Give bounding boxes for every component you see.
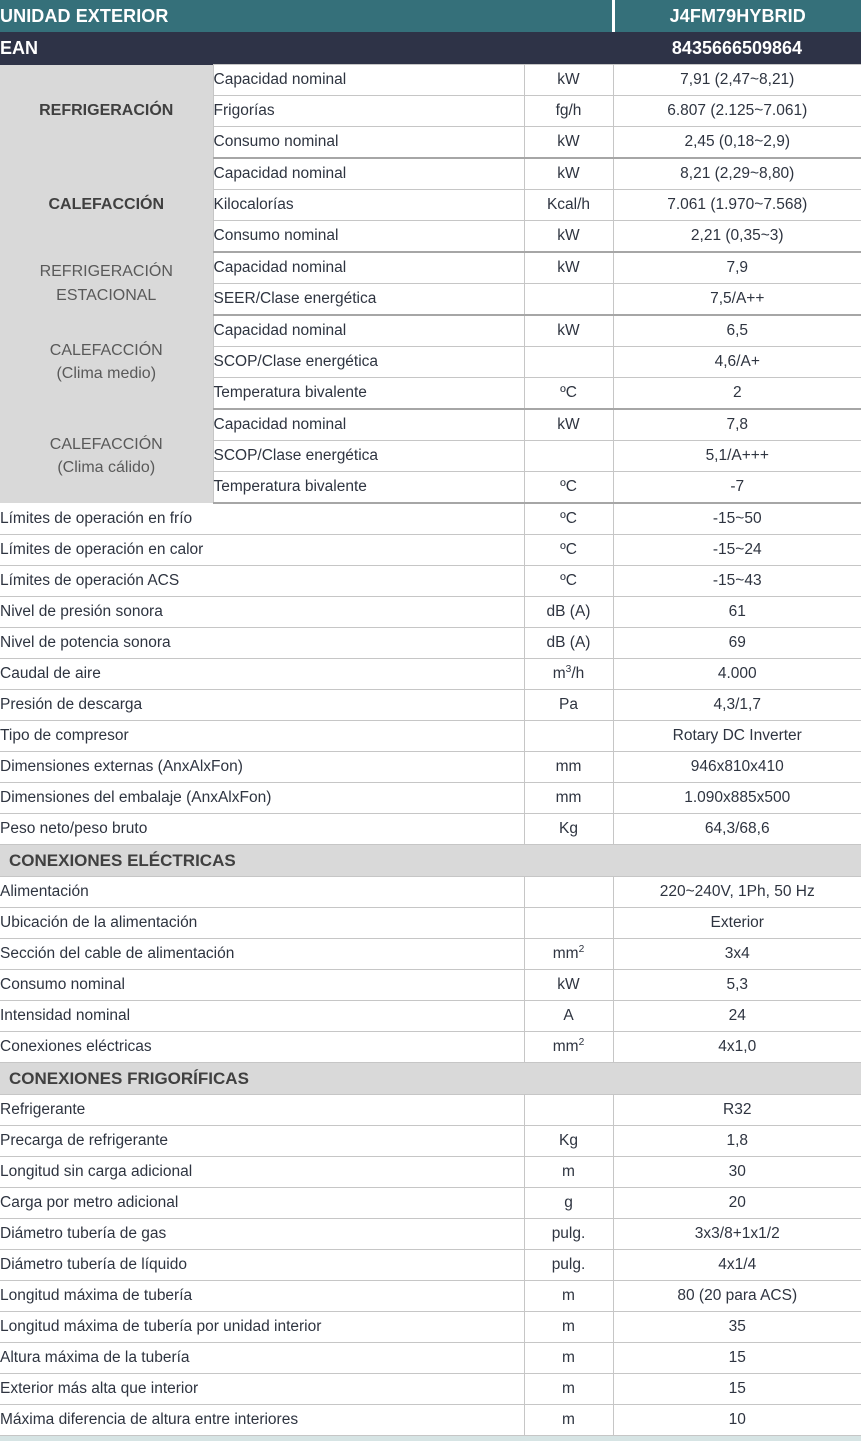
table-row [0, 315, 861, 347]
row-label: Consumo nominal [213, 127, 524, 159]
row-label: Carga por metro adicional [0, 1188, 524, 1219]
row-value: 64,3/68,6 [613, 814, 861, 845]
row-unit: m [524, 1157, 613, 1188]
table-row [0, 783, 861, 814]
unit-tail: /h [571, 665, 585, 683]
row-unit: m [524, 1374, 613, 1405]
row-unit: Pa [524, 690, 613, 721]
table-row [0, 503, 861, 535]
table-row [0, 1032, 861, 1063]
row-unit: mm [524, 783, 613, 814]
row-label: Consumo nominal [213, 221, 524, 253]
row-label: Temperatura bivalente [213, 378, 524, 410]
table-row [0, 409, 861, 441]
table-row [0, 1343, 861, 1374]
row-unit: m [524, 1405, 613, 1436]
row-unit: ºC [524, 566, 613, 597]
ean-label: EAN [0, 32, 613, 65]
row-value: 10 [613, 1405, 861, 1436]
row-unit: Kcal/h [524, 190, 613, 221]
row-label: Conexiones eléctricas [0, 1032, 524, 1063]
table-row [0, 1250, 861, 1281]
row-label: Límites de operación en frío [0, 503, 524, 535]
row-label: Dimensiones externas (AnxAlxFon) [0, 752, 524, 783]
row-unit: dB (A) [524, 628, 613, 659]
row-value: 4,3/1,7 [613, 690, 861, 721]
table-bottom-rule [0, 1436, 861, 1441]
table-row [0, 1188, 861, 1219]
section-title: CONEXIONES FRIGORÍFICAS [0, 1063, 861, 1095]
row-label: Límites de operación en calor [0, 535, 524, 566]
row-value: 80 (20 para ACS) [613, 1281, 861, 1312]
row-value: 5,1/A+++ [613, 441, 861, 472]
table-row [0, 252, 861, 284]
row-value: 946x810x410 [613, 752, 861, 783]
row-label: SCOP/Clase energética [213, 347, 524, 378]
row-value: Rotary DC Inverter [613, 721, 861, 752]
row-label: Diámetro tubería de gas [0, 1219, 524, 1250]
table-row [0, 1219, 861, 1250]
row-value: -15~43 [613, 566, 861, 597]
row-label: Caudal de aire [0, 659, 524, 690]
row-label: Exterior más alta que interior [0, 1374, 524, 1405]
row-unit [524, 284, 613, 316]
table-row [0, 1312, 861, 1343]
unit-base: m [552, 665, 566, 683]
category-line-1: CALEFACCIÓN [49, 341, 163, 359]
row-label: Alimentación [0, 877, 524, 908]
row-unit: A [524, 1001, 613, 1032]
row-value: 4x1,0 [613, 1032, 861, 1063]
row-value: 220~240V, 1Ph, 50 Hz [613, 877, 861, 908]
row-label: Máxima diferencia de altura entre interiores [0, 1405, 524, 1436]
row-label: Temperatura bivalente [213, 472, 524, 504]
row-unit [524, 347, 613, 378]
row-value: 35 [613, 1312, 861, 1343]
row-value: 15 [613, 1343, 861, 1374]
category-refrigeracion-estacional [0, 252, 213, 315]
table-row [0, 939, 861, 970]
category-line-2: ESTACIONAL [56, 286, 157, 304]
unit-base: mm [552, 945, 579, 963]
row-value: 24 [613, 1001, 861, 1032]
table-row [0, 1126, 861, 1157]
row-unit: kW [524, 409, 613, 441]
row-label: Longitud máxima de tubería por unidad interior [0, 1312, 524, 1343]
row-label: Kilocalorías [213, 190, 524, 221]
row-unit: kW [524, 158, 613, 190]
row-value: 69 [613, 628, 861, 659]
row-unit: Kg [524, 1126, 613, 1157]
table-row [0, 1095, 861, 1126]
row-value: 7,5/A++ [613, 284, 861, 316]
row-value: 30 [613, 1157, 861, 1188]
category-refrigeracion: REFRIGERACIÓN [0, 65, 213, 159]
row-unit: Kg [524, 814, 613, 845]
row-unit [524, 441, 613, 472]
row-value: 1.090x885x500 [613, 783, 861, 814]
row-label: Frigorías [213, 96, 524, 127]
row-value: 7,8 [613, 409, 861, 441]
table-row [0, 690, 861, 721]
row-value: 15 [613, 1374, 861, 1405]
table-row [0, 566, 861, 597]
row-value: 7.061 (1.970~7.568) [613, 190, 861, 221]
table-row [0, 1157, 861, 1188]
row-unit: m [524, 1281, 613, 1312]
row-value: 4.000 [613, 659, 861, 690]
row-unit: pulg. [524, 1219, 613, 1250]
row-unit: kW [524, 252, 613, 284]
row-label: Longitud sin carga adicional [0, 1157, 524, 1188]
table-row [0, 814, 861, 845]
table-row [0, 628, 861, 659]
row-unit: kW [524, 970, 613, 1001]
row-label: Nivel de potencia sonora [0, 628, 524, 659]
title-row [0, 0, 861, 32]
row-value: 6,5 [613, 315, 861, 347]
table-row [0, 721, 861, 752]
row-unit: m [524, 1343, 613, 1374]
row-unit: mm [524, 752, 613, 783]
row-unit: dB (A) [524, 597, 613, 628]
row-unit [524, 908, 613, 939]
table-row [0, 659, 861, 690]
table-row [0, 65, 861, 96]
category-calefaccion: CALEFACCIÓN [0, 158, 213, 252]
row-label: SEER/Clase energética [213, 284, 524, 316]
row-unit: ºC [524, 535, 613, 566]
table-row [0, 1405, 861, 1436]
row-label: Peso neto/peso bruto [0, 814, 524, 845]
row-unit [524, 659, 613, 690]
row-value: 4,6/A+ [613, 347, 861, 378]
table-row [0, 908, 861, 939]
row-label: Presión de descarga [0, 690, 524, 721]
row-value: 3x4 [613, 939, 861, 970]
ean-value: 8435666509864 [613, 32, 861, 65]
row-label: Diámetro tubería de líquido [0, 1250, 524, 1281]
row-unit: g [524, 1188, 613, 1219]
table-row [0, 1001, 861, 1032]
category-calefaccion-clima-calido [0, 409, 213, 503]
row-unit: kW [524, 65, 613, 96]
row-value: R32 [613, 1095, 861, 1126]
row-label: Sección del cable de alimentación [0, 939, 524, 970]
section-title: CONEXIONES ELÉCTRICAS [0, 845, 861, 877]
row-value: 5,3 [613, 970, 861, 1001]
row-label: Capacidad nominal [213, 158, 524, 190]
row-unit: kW [524, 221, 613, 253]
row-value: -15~50 [613, 503, 861, 535]
table-row [0, 1281, 861, 1312]
row-unit [524, 1032, 613, 1063]
row-value: 6.807 (2.125~7.061) [613, 96, 861, 127]
row-value: 4x1/4 [613, 1250, 861, 1281]
category-line-1: REFRIGERACIÓN [39, 263, 173, 281]
row-label: Capacidad nominal [213, 252, 524, 284]
row-unit: ºC [524, 378, 613, 410]
table-row [0, 535, 861, 566]
row-unit: kW [524, 127, 613, 159]
row-value: 2 [613, 378, 861, 410]
table-row [0, 158, 861, 190]
row-unit: fg/h [524, 96, 613, 127]
table-row [0, 597, 861, 628]
row-label: Tipo de compresor [0, 721, 524, 752]
table-row [0, 877, 861, 908]
row-unit: kW [524, 315, 613, 347]
row-unit [524, 877, 613, 908]
row-unit [524, 1095, 613, 1126]
row-label: Consumo nominal [0, 970, 524, 1001]
row-label: Capacidad nominal [213, 65, 524, 96]
category-line-1: CALEFACCIÓN [49, 435, 163, 453]
row-unit: ºC [524, 503, 613, 535]
unit-type-label: UNIDAD EXTERIOR [0, 0, 613, 32]
row-value: 61 [613, 597, 861, 628]
unit-exponent: 3 [565, 663, 572, 675]
ean-row [0, 32, 861, 65]
section-header-electrical [0, 845, 861, 877]
row-label: Intensidad nominal [0, 1001, 524, 1032]
row-value: 3x3/8+1x1/2 [613, 1219, 861, 1250]
unit-exponent: 2 [578, 943, 585, 955]
row-value: 7,9 [613, 252, 861, 284]
row-label: Precarga de refrigerante [0, 1126, 524, 1157]
row-label: Altura máxima de la tubería [0, 1343, 524, 1374]
row-label: Capacidad nominal [213, 315, 524, 347]
row-value: 20 [613, 1188, 861, 1219]
row-label: SCOP/Clase energética [213, 441, 524, 472]
row-value: 2,21 (0,35~3) [613, 221, 861, 253]
row-unit [524, 721, 613, 752]
row-unit: ºC [524, 472, 613, 504]
row-unit: pulg. [524, 1250, 613, 1281]
row-value: 2,45 (0,18~2,9) [613, 127, 861, 159]
table-row [0, 752, 861, 783]
model-name: J4FM79HYBRID [613, 0, 861, 32]
category-line-2: (Clima cálido) [57, 459, 156, 476]
row-label: Límites de operación ACS [0, 566, 524, 597]
row-label: Longitud máxima de tubería [0, 1281, 524, 1312]
row-value: 8,21 (2,29~8,80) [613, 158, 861, 190]
row-unit [524, 939, 613, 970]
section-header-refrigerant [0, 1063, 861, 1095]
row-value: -7 [613, 472, 861, 504]
row-label: Nivel de presión sonora [0, 597, 524, 628]
unit-exponent: 2 [578, 1036, 585, 1048]
row-value: 7,91 (2,47~8,21) [613, 65, 861, 96]
row-unit: m [524, 1312, 613, 1343]
row-value: -15~24 [613, 535, 861, 566]
unit-base: mm [552, 1038, 579, 1056]
row-value: 1,8 [613, 1126, 861, 1157]
category-line-2: (Clima medio) [56, 365, 157, 382]
row-label: Ubicación de la alimentación [0, 908, 524, 939]
row-value: Exterior [613, 908, 861, 939]
row-label: Capacidad nominal [213, 409, 524, 441]
table-row [0, 970, 861, 1001]
row-label: Dimensiones del embalaje (AnxAlxFon) [0, 783, 524, 814]
row-label: Refrigerante [0, 1095, 524, 1126]
category-calefaccion-clima-medio [0, 315, 213, 409]
